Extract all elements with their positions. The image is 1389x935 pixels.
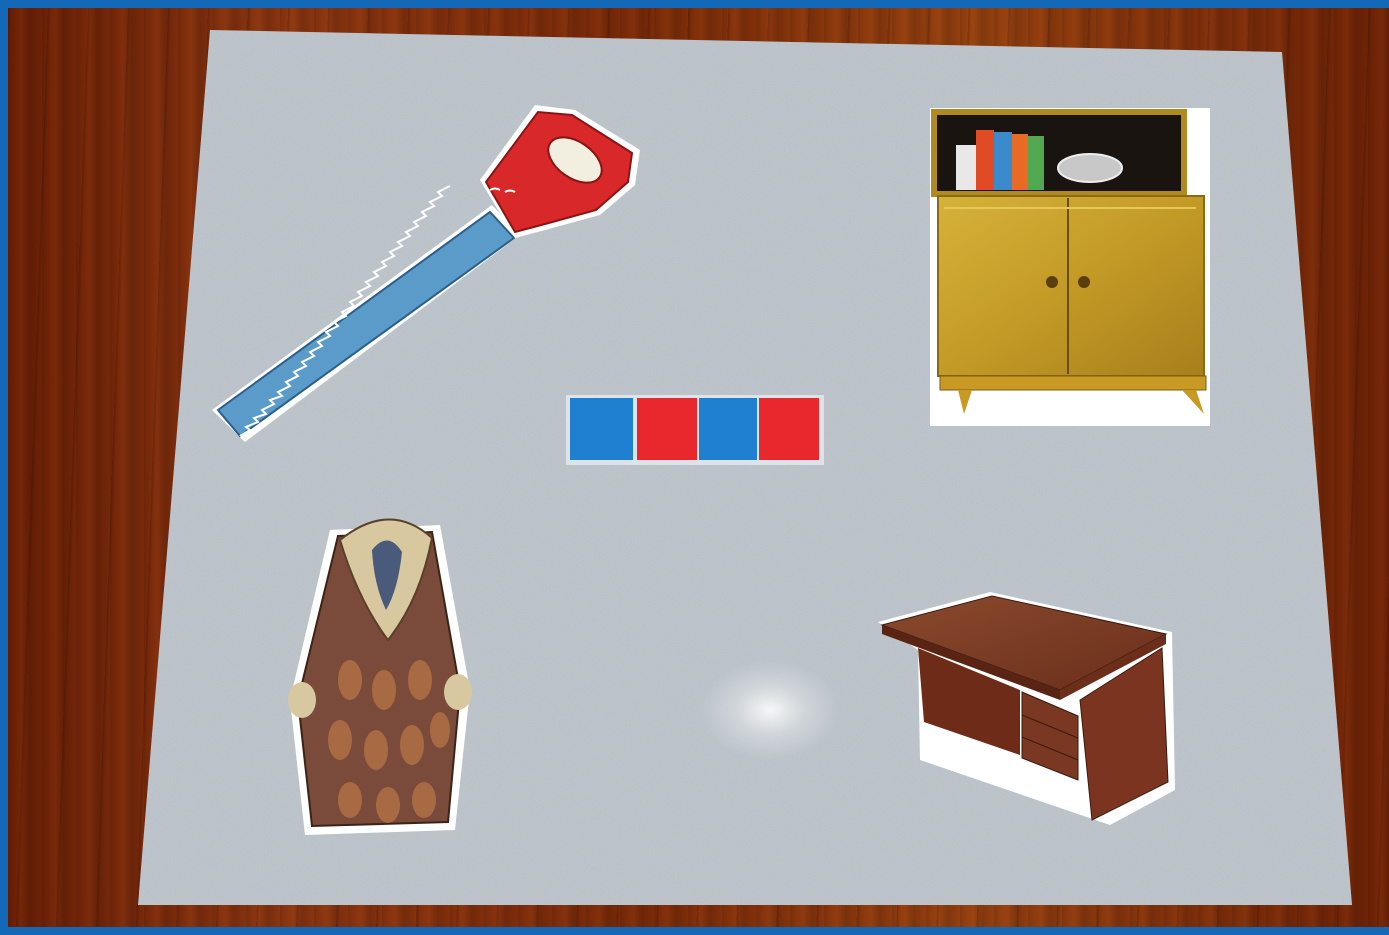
block-red-2 bbox=[759, 398, 819, 460]
block-blue-2 bbox=[699, 398, 757, 460]
block-red-1 bbox=[637, 398, 697, 460]
light-glare bbox=[700, 660, 840, 760]
color-blocks bbox=[566, 395, 824, 465]
cabinet-picture bbox=[930, 108, 1210, 426]
block-blue-1 bbox=[570, 398, 633, 460]
